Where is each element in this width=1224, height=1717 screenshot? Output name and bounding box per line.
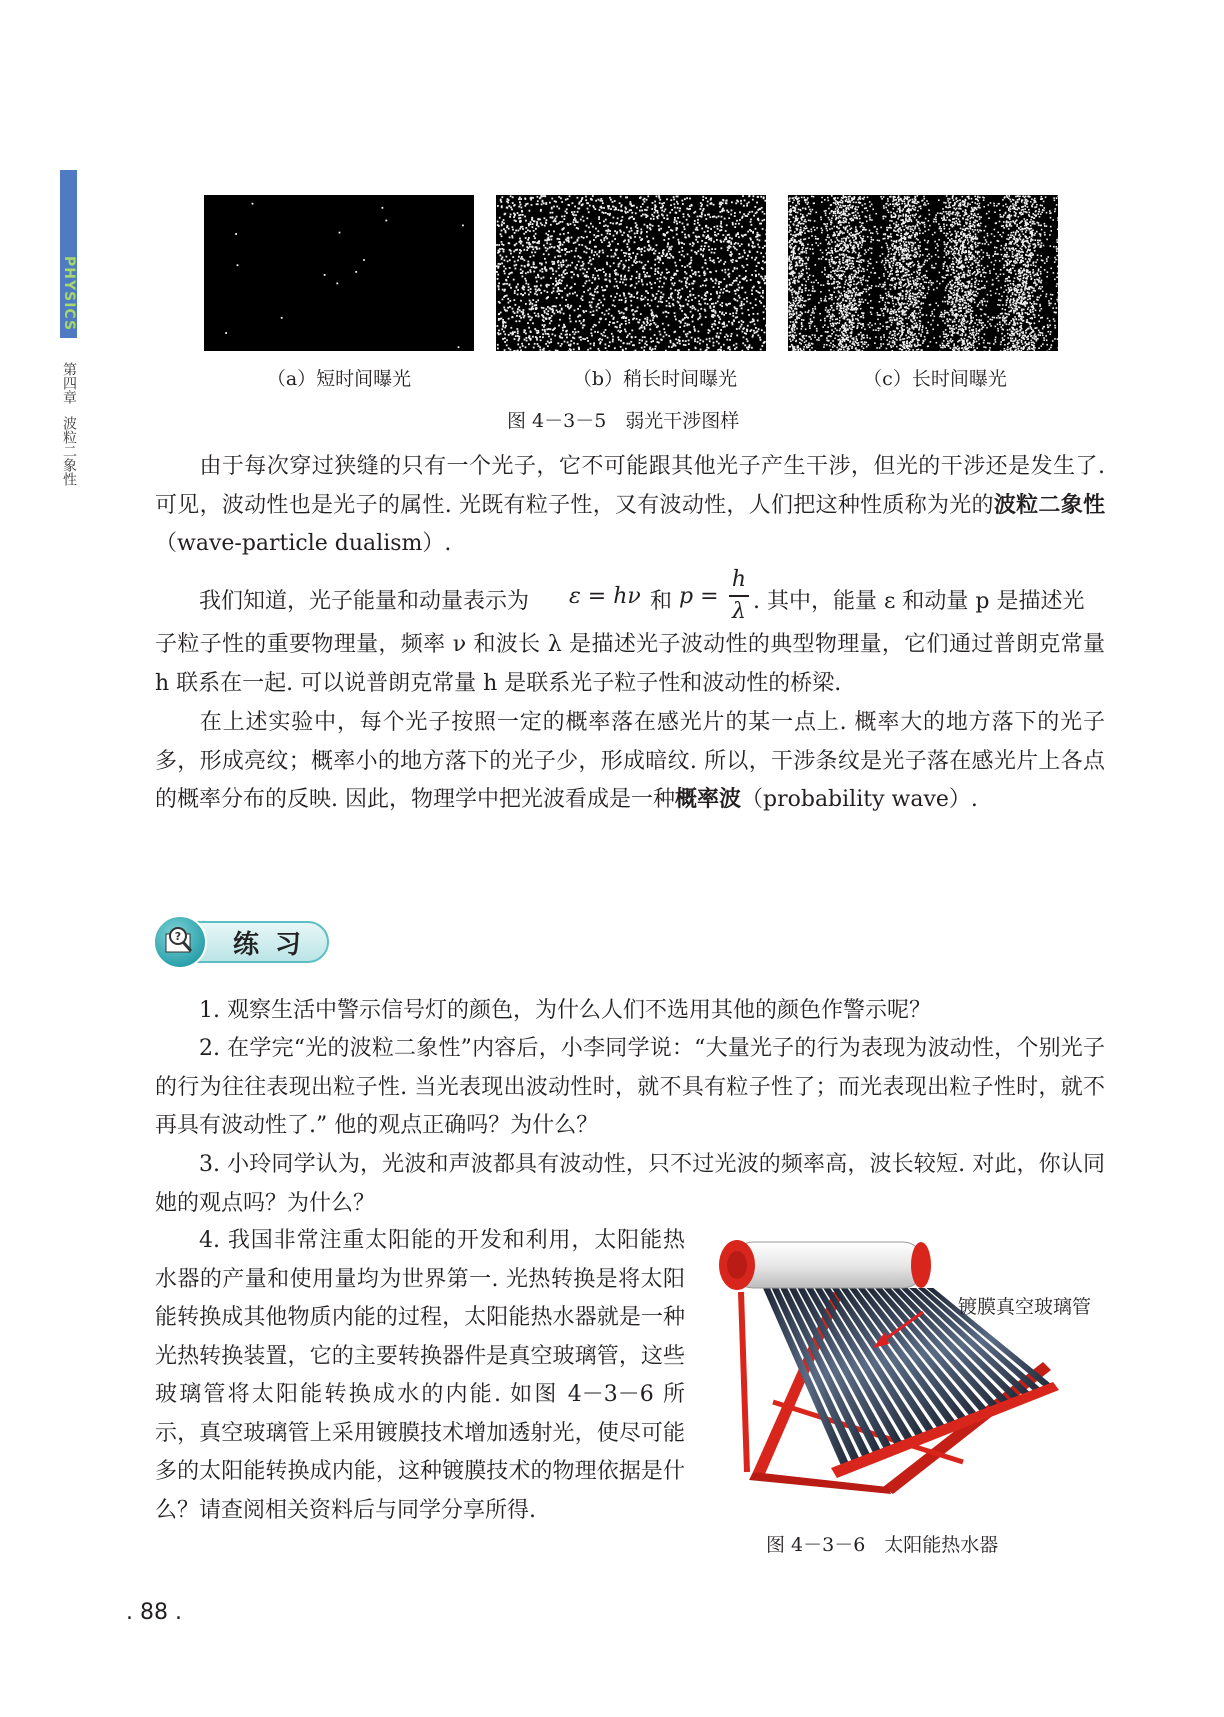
page-number: . 88 . xyxy=(126,1600,182,1625)
exercise-title: 练习 xyxy=(233,930,318,960)
question-4-text: 4. 我国非常注重太阳能的开发和利用，太阳能热水器的产量和使用量均为世界第一. 光热转换是将太阳能转换成其他物质内能的过程，太阳能热水器就是一种光热转换装置，它的主要转换器件是真空玻璃管，这些玻璃管将太阳能转换成水的内能. 如图 4－3－6 所示，真空玻璃管上采用镀膜技术增加透射光，使尽可能多的太阳能转换成内能，这种镀膜技术的物理依据是什么？请查阅相关资料后与同学分享所得. xyxy=(155,1228,685,1523)
chapter-number: 第四章 xyxy=(61,362,77,404)
p1-english: （wave-particle dualism）. xyxy=(155,531,452,556)
interference-image-short-exposure xyxy=(204,195,474,351)
interference-image-medium-exposure xyxy=(496,195,766,351)
p1-text: 由于每次穿过狭缝的只有一个光子，它不可能跟其他光子产生干涉，但光的干涉还是发生了. 可见，波动性也是光子的属性. 光既有粒子性，又有波动性，人们把这种性质称为光的 xyxy=(155,454,1105,518)
paragraph-probability-wave xyxy=(155,704,1105,820)
chapter-label xyxy=(60,362,77,486)
formula-and: 和 xyxy=(650,589,673,614)
fraction-denominator: λ xyxy=(732,598,746,624)
figure-4-3-5-caption: 图 4－3－5 弱光干涉图样 xyxy=(507,410,740,432)
subcaption-b: （b）稍长时间曝光 xyxy=(572,368,738,390)
chapter-title: 波粒二象性 xyxy=(61,416,77,486)
subcaption-c: （c）长时间曝光 xyxy=(863,368,1007,390)
question-2-text: 2. 在学完“光的波粒二象性”内容后，小李同学说：“大量光子的行为表现为波动性，个别光子的行为往往表现出粒子性. 当光表现出波动性时，就不具有粒子性了；而光表现出粒子性时，就不再具有波动性了.” 他的观点正确吗？为什么？ xyxy=(155,1036,1105,1138)
paragraph-wave-particle-duality xyxy=(155,448,1105,564)
exercise-question-4 xyxy=(155,1222,685,1530)
solar-water-heater-image xyxy=(713,1232,1086,1494)
question-1-text: 1. 观察生活中警示信号灯的颜色，为什么人们不选用其他的颜色作警示呢？ xyxy=(199,998,931,1023)
paragraph-physical-quantities: 子粒子性的重要物理量，频率 ν 和波长 λ 是描述光子波动性的典型物理量，它们通过普朗克常量 h 联系在一起. 可以说普朗克常量 h 是联系光子粒子性和波动性的桥梁. xyxy=(155,632,1105,696)
interference-image-long-exposure xyxy=(788,195,1058,351)
formula-momentum: p = xyxy=(679,584,719,609)
exercise-question-3 xyxy=(155,1146,1105,1223)
formula-energy: ε = hν xyxy=(569,584,641,609)
figure-4-3-6-caption: 图 4－3－6 太阳能热水器 xyxy=(766,1534,999,1556)
fraction-h-over-lambda xyxy=(729,568,749,624)
photon-energy-momentum-formula xyxy=(155,568,1105,628)
p3-text: 在上述实验中，每个光子按照一定的概率落在感光片的某一点上. 概率大的地方落下的光子多，形成亮纹；概率小的地方落下的光子少，形成暗纹. 所以，干涉条纹是光子落在感光片上各点的概率分布的反映. 因此，物理学中把光波看成是一种 xyxy=(155,710,1105,812)
formula-prefix: 我们知道，光子能量和动量表示为 xyxy=(199,589,530,614)
term-probability-wave: 概率波 xyxy=(675,787,742,812)
fraction-bar xyxy=(729,595,749,597)
exercise-question-2 xyxy=(155,1030,1105,1146)
fraction-numerator: h xyxy=(731,567,747,592)
coated-vacuum-tube-label: 镀膜真空玻璃管 xyxy=(958,1296,1092,1318)
formula-suffix: . 其中，能量 ε 和动量 p 是描述光 xyxy=(753,589,1085,614)
term-wave-particle-duality: 波粒二象性 xyxy=(993,492,1105,518)
subcaption-a: （a）短时间曝光 xyxy=(266,368,412,390)
question-3-text: 3. 小玲同学认为，光波和声波都具有波动性，只不过光波的频率高，波长较短. 对此，你认同她的观点吗？为什么？ xyxy=(155,1152,1105,1216)
subject-label: PHYSICS xyxy=(61,256,77,332)
p3-english: （probability wave）. xyxy=(741,787,978,812)
exercise-question-1 xyxy=(155,992,1105,1031)
